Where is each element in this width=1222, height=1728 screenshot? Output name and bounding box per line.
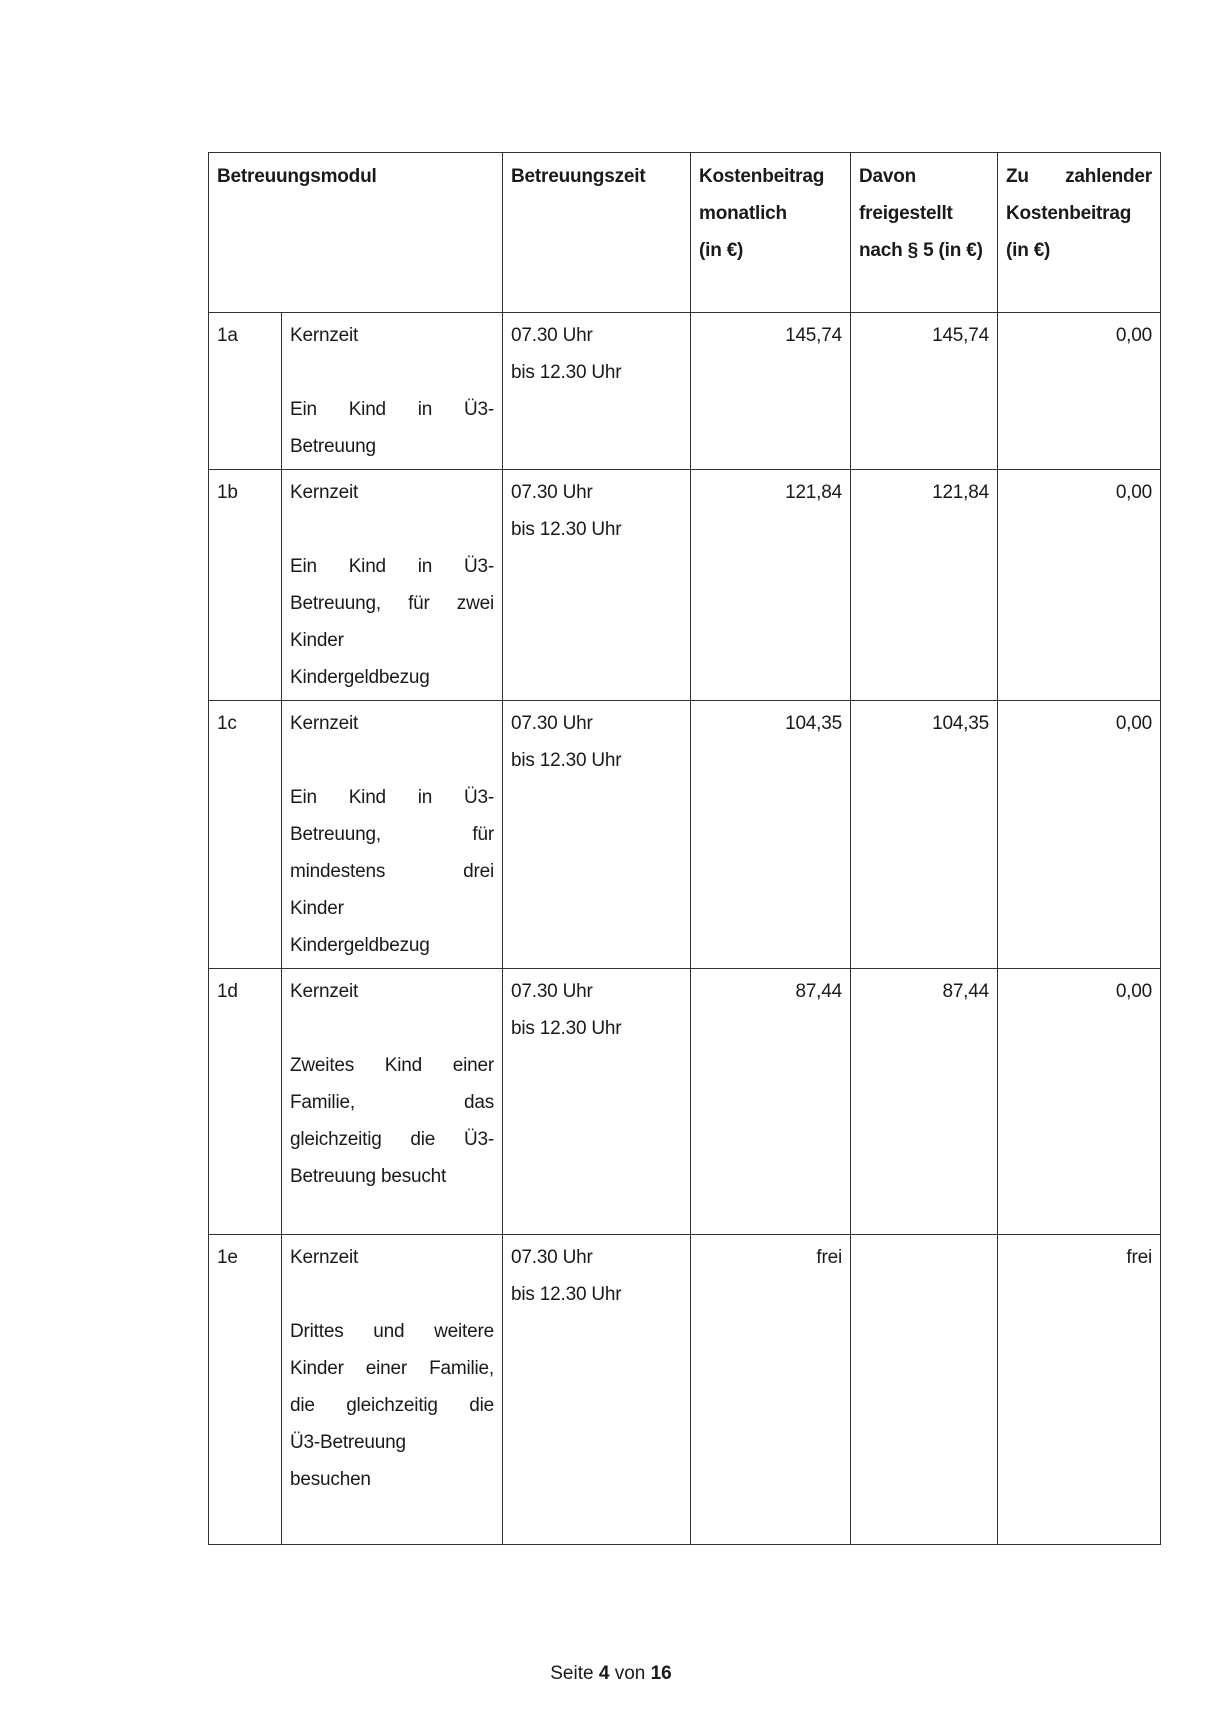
table-row [209, 1235, 1161, 1545]
row-cost: 121,84 [691, 470, 851, 701]
footer-total-pages: 16 [650, 1663, 672, 1684]
row-exempt [851, 1235, 998, 1545]
footer-middle: von [614, 1663, 646, 1684]
row-cost: 145,74 [691, 313, 851, 470]
fee-table [208, 152, 1161, 1545]
row-title: Kernzeit [290, 713, 359, 734]
footer-page-number: 4 [598, 1663, 610, 1684]
row-time-line: 07.30 Uhr [511, 713, 593, 734]
header-time [503, 153, 691, 313]
row-time [503, 470, 691, 701]
row-id: 1c [209, 701, 282, 969]
header-pay-line: Zu zahlender [1006, 166, 1152, 187]
row-exempt: 145,74 [851, 313, 998, 470]
row-desc-line: Kindergeldbezug [290, 667, 430, 688]
table-row [209, 969, 1161, 1235]
header-exempt-line: Davon [859, 166, 917, 187]
row-cost: 87,44 [691, 969, 851, 1235]
page-footer [0, 1663, 1222, 1685]
row-desc-line: mindestens drei [290, 861, 494, 882]
row-time [503, 969, 691, 1235]
table-header-row [209, 153, 1161, 313]
row-desc-line: Ein Kind in Ü3- [290, 399, 494, 420]
header-module [209, 153, 503, 313]
table-row [209, 313, 1161, 470]
row-time-line: bis 12.30 Uhr [511, 362, 622, 383]
header-pay-line: (in €) [1006, 240, 1051, 261]
row-time-line: bis 12.30 Uhr [511, 1018, 622, 1039]
header-cost-line: Kostenbeitrag [699, 166, 825, 187]
row-time-line: 07.30 Uhr [511, 1247, 593, 1268]
row-title: Kernzeit [290, 325, 359, 346]
row-id: 1a [209, 313, 282, 470]
row-desc-line: gleichzeitig die Ü3- [290, 1129, 494, 1150]
header-pay-line: Kostenbeitrag [1006, 203, 1132, 224]
row-time-line: bis 12.30 Uhr [511, 1284, 622, 1305]
row-desc-line: Betreuung, für [290, 824, 494, 845]
row-desc-line: Betreuung, für zwei [290, 593, 494, 614]
table-row [209, 470, 1161, 701]
row-pay: 0,00 [998, 701, 1161, 969]
row-description [282, 1235, 503, 1545]
row-time [503, 701, 691, 969]
row-cost: 104,35 [691, 701, 851, 969]
table-row [209, 701, 1161, 969]
row-id: 1b [209, 470, 282, 701]
row-description [282, 470, 503, 701]
row-desc-line: Kinder [290, 898, 344, 919]
header-cost-line: (in €) [699, 240, 744, 261]
row-cost: frei [691, 1235, 851, 1545]
header-cost [691, 153, 851, 313]
footer-prefix: Seite [550, 1663, 594, 1684]
row-time [503, 1235, 691, 1545]
row-description [282, 313, 503, 470]
row-desc-line: Kindergeldbezug [290, 935, 430, 956]
row-time-line: bis 12.30 Uhr [511, 519, 622, 540]
row-desc-line: Betreuung besucht [290, 1166, 447, 1187]
row-title: Kernzeit [290, 981, 359, 1002]
row-desc-line: Kinder einer Familie, [290, 1358, 494, 1379]
row-description [282, 701, 503, 969]
row-description [282, 969, 503, 1235]
row-pay: 0,00 [998, 969, 1161, 1235]
header-exempt-line: freigestellt [859, 203, 953, 224]
row-time [503, 313, 691, 470]
header-cost-line: monatlich [699, 203, 787, 224]
row-desc-line: die gleichzeitig die [290, 1395, 494, 1416]
row-time-line: bis 12.30 Uhr [511, 750, 622, 771]
header-exempt [851, 153, 998, 313]
row-id: 1e [209, 1235, 282, 1545]
row-desc-line: Ein Kind in Ü3- [290, 556, 494, 577]
header-pay [998, 153, 1161, 313]
header-exempt-line: nach § 5 (in €) [859, 240, 983, 261]
row-time-line: 07.30 Uhr [511, 981, 593, 1002]
row-desc-line: Kinder [290, 630, 344, 651]
row-id: 1d [209, 969, 282, 1235]
row-title: Kernzeit [290, 1247, 359, 1268]
row-pay: 0,00 [998, 470, 1161, 701]
row-desc-line: Zweites Kind einer [290, 1055, 494, 1076]
row-desc-line: Familie, das [290, 1092, 494, 1113]
row-desc-line: Ü3-Betreuung [290, 1432, 406, 1453]
row-desc-line: Ein Kind in Ü3- [290, 787, 494, 808]
row-pay: 0,00 [998, 313, 1161, 470]
row-pay: frei [998, 1235, 1161, 1545]
row-exempt: 104,35 [851, 701, 998, 969]
header-module-label: Betreuungsmodul [217, 166, 377, 187]
row-title: Kernzeit [290, 482, 359, 503]
row-exempt: 87,44 [851, 969, 998, 1235]
row-time-line: 07.30 Uhr [511, 482, 593, 503]
row-desc-line: Drittes und weitere [290, 1321, 494, 1342]
row-time-line: 07.30 Uhr [511, 325, 593, 346]
row-exempt: 121,84 [851, 470, 998, 701]
row-desc-line: besuchen [290, 1469, 371, 1490]
header-time-label: Betreuungszeit [511, 166, 646, 187]
row-desc-line: Betreuung [290, 436, 376, 457]
